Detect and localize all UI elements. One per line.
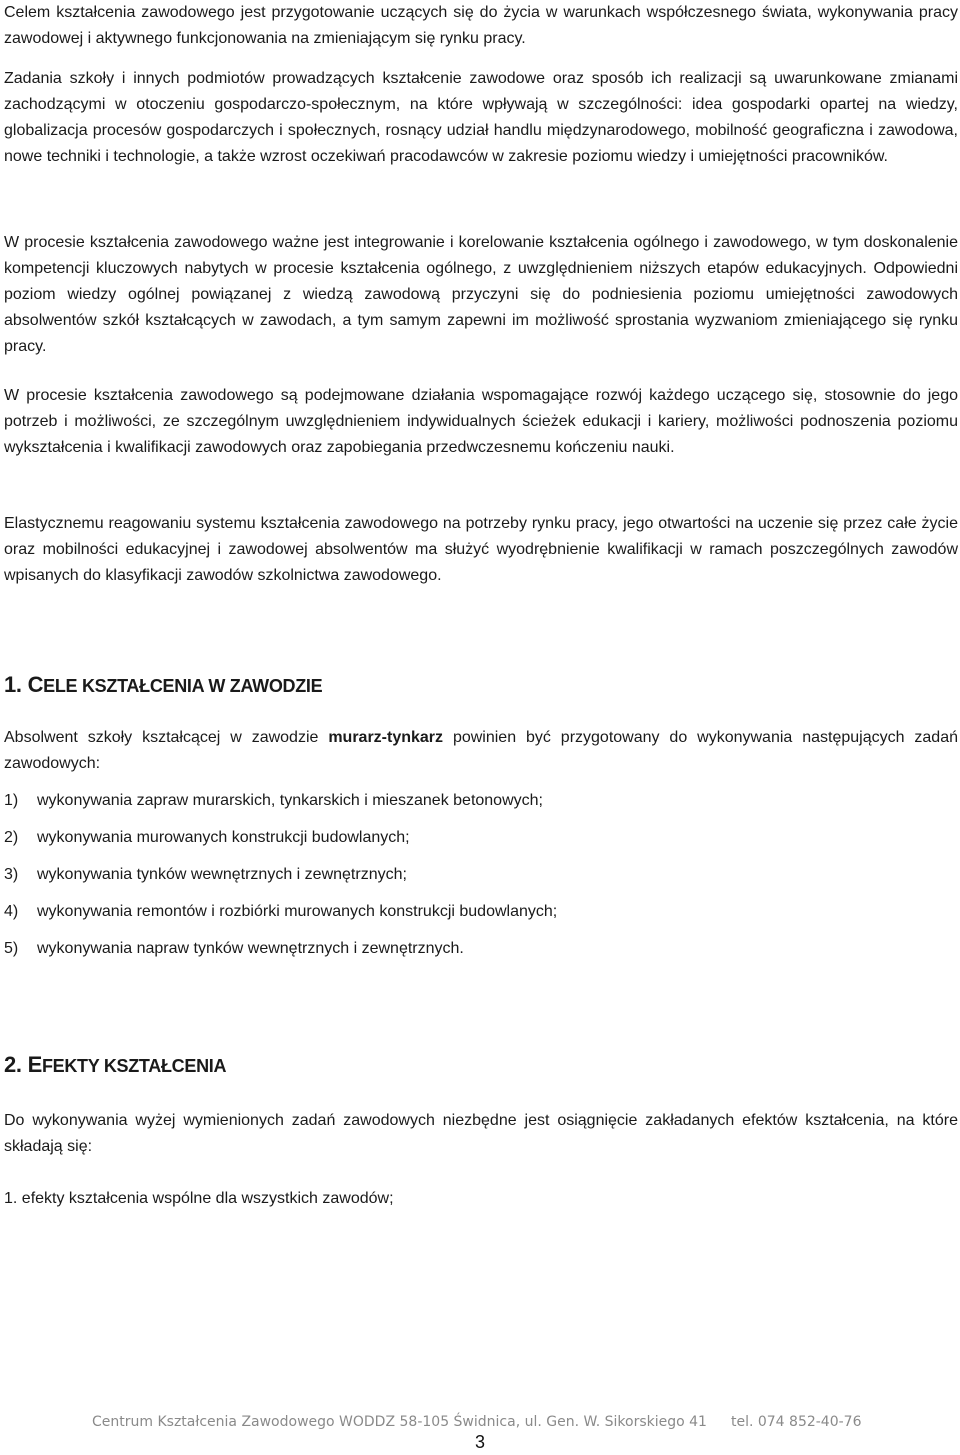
footer-phone: tel. 074 852-40-76: [730, 1414, 862, 1430]
page-number: 3: [474, 1432, 485, 1452]
list-item: [4, 827, 557, 864]
list-item-text: wykonywania murowanych konstrukcji budowlanych;: [37, 829, 410, 846]
list-item-text: wykonywania remontów i rozbiórki murowanych konstrukcji budowlanych;: [37, 903, 558, 920]
list-item-number: 4): [4, 903, 19, 920]
outcomes-item-common: 1. efekty kształcenia wspólne dla wszystkich zawodów;: [4, 1190, 394, 1207]
footer-address: Centrum Kształcenia Zawodowego WODDZ 58-105 Świdnica, ul. Gen. W. Sikorskiego 41: [92, 1414, 707, 1430]
paragraph-support: W procesie kształcenia zawodowego są podejmowane działania wspomagające rozwój każdego uczącego się, stosownie do jego potrzeb i możliwości, ze szczególnym uwzględnieniem indywidualnych ścieżek edukacji i kariery, możliwości podnoszenia poziomu wykształcenia i kwalifikacji zawodowych oraz zapobiegania przedwczesnemu kończeniu nauki.: [4, 387, 958, 456]
list-item-number: 5): [4, 940, 19, 957]
list-item: [4, 938, 557, 975]
section-heading-outcomes: [4, 1051, 226, 1080]
list-item-number: 3): [4, 866, 19, 883]
section-title-initial: E: [27, 1052, 42, 1077]
task-list: [4, 790, 557, 975]
section-number: 1.: [4, 672, 22, 697]
paragraph-goal: Celem kształcenia zawodowego jest przygotowanie uczących się do życia w warunkach współczesnego świata, wykonywania pracy zawodowej i aktywnego funkcjonowania na zmieniającym się rynku pracy.: [4, 4, 958, 47]
graduate-intro-after: powinien być przygotowany do wykonywania następujących zadań zawodowych:: [4, 729, 958, 772]
list-item: [4, 864, 557, 901]
section-number: 2.: [4, 1052, 22, 1077]
list-item-number: 1): [4, 792, 19, 809]
list-item-number: 2): [4, 829, 19, 846]
list-item-text: wykonywania tynków wewnętrznych i zewnętrznych;: [37, 866, 407, 883]
list-item: [4, 790, 557, 827]
section-title-rest: ELE KSZTAŁCENIA W ZAWODZIE: [43, 676, 323, 696]
profession-name: murarz-tynkarz: [328, 729, 444, 746]
page-footer: [92, 1414, 862, 1430]
section-heading-goals: [4, 671, 322, 700]
list-item: [4, 901, 557, 938]
section-title-rest: FEKTY KSZTAŁCENIA: [41, 1056, 227, 1076]
graduate-intro-before: Absolwent szkoły kształcącej w zawodzie: [4, 729, 329, 746]
graduate-intro: [4, 725, 958, 777]
outcomes-intro: Do wykonywania wyżej wymienionych zadań zawodowych niezbędne jest osiągnięcie zakładanych efektów kształcenia, na które składają się:: [4, 1112, 958, 1155]
list-item-text: wykonywania zapraw murarskich, tynkarskich i mieszanek betonowych;: [37, 792, 543, 809]
paragraph-school-tasks: Zadania szkoły i innych podmiotów prowadzących kształcenie zawodowe oraz sposób ich realizacji są uwarunkowane zmianami zachodzącymi w otoczeniu gospodarczo-społecznym, na które wpływają w szczególności: idea gospodarki opartej na wiedzy, globalizacja procesów gospodarczych i społecznych, rosnący udział handlu międzynarodowego, mobilność geograficzna i zawodowa, nowe techniki i technologie, a także wzrost oczekiwań pracodawców w zakresie poziomu wiedzy i umiejętności pracowników.: [4, 70, 958, 165]
section-title-initial: C: [27, 672, 44, 697]
paragraph-flexibility: Elastycznemu reagowaniu systemu kształcenia zawodowego na potrzeby rynku pracy, jego otwartości na uczenie się przez całe życie oraz mobilności edukacyjnej i zawodowej absolwentów ma służyć wyodrębnienie kwalifikacji w ramach poszczególnych zawodów wpisanych do klasyfikacji zawodów szkolnictwa zawodowego.: [4, 515, 958, 584]
paragraph-integration: W procesie kształcenia zawodowego ważne jest integrowanie i korelowanie kształcenia ogólnego i zawodowego, w tym doskonalenie kompetencji kluczowych nabytych w procesie kształcenia ogólnego, z uwzględnieniem niższych etapów edukacyjnych. Odpowiedni poziom wiedzy ogólnej powiązanej z wiedzą zawodową przyczyni się do podniesienia poziomu umiejętności zawodowych absolwentów szkół kształcących w zawodach, a tym samym zapewni im możliwość sprostania wyzwaniom zmieniającego się rynku pracy.: [4, 234, 958, 355]
list-item-text: wykonywania napraw tynków wewnętrznych i zewnętrznych.: [37, 940, 464, 957]
